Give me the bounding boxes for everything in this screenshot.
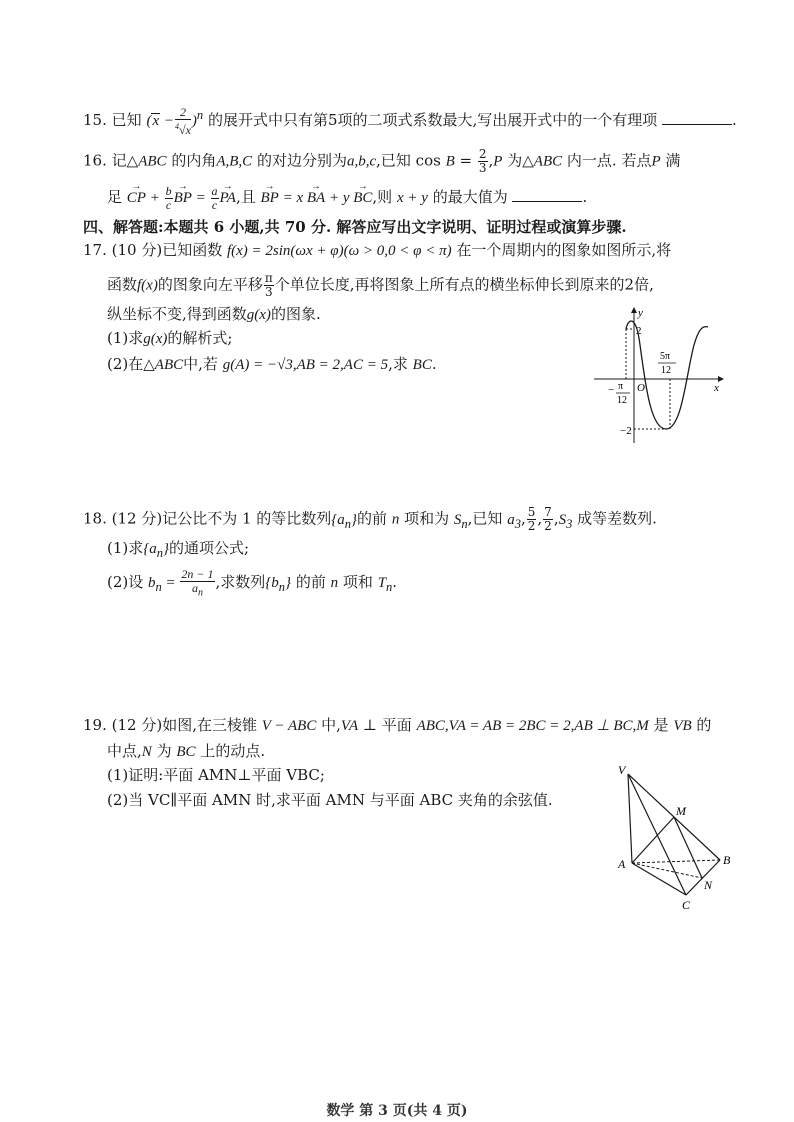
question-19-part-2: (2)当 VC∥平面 AMN 时,求平面 AMN 与平面 ABC 夹角的余弦值.: [107, 791, 553, 809]
q19-text: (12 分)如图,在三棱锥: [111, 716, 257, 734]
question-18-part-2: (2)设 $b_n$ = $\frac{2n - 1}{a_n}$ ,求数列$\{b_n\}$ 的前 n 项和 $T_n$.: [107, 567, 398, 599]
q18-text: 的前: [357, 509, 388, 528]
question-16-line-2: 足 → CP + $\frac{b}{c}$ → BP = $\frac{a}{c}$ → PA,且 → BP = x → BA + y → BC,则 x + y 的最大值为 .: [107, 185, 587, 212]
edge-AN: [632, 863, 702, 878]
q16-text: ,已知 cos: [376, 151, 441, 170]
q17-text: 的图象.: [270, 305, 321, 323]
q19-text: 中点,: [107, 742, 142, 760]
question-number: 18.: [83, 509, 107, 528]
vertex-C: C: [682, 898, 691, 912]
section-header: 四、解答题:本题共 6 小题,共 70 分. 解答应写出文字说明、证明过程或演算步骤.: [83, 218, 627, 236]
q17-text: 函数: [107, 275, 138, 294]
q18-text: (2)设: [107, 573, 144, 592]
q18-text: 成等差数列.: [577, 509, 657, 528]
q17-text: 的图象向左平移: [157, 275, 263, 294]
q17-text: 在一个周期内的图象如图所示,将: [456, 241, 672, 259]
q17-text: 的解析式;: [167, 329, 233, 347]
q17-text: (1)求: [107, 329, 144, 347]
tetrahedron-figure: [610, 760, 745, 915]
edge-MN: [674, 817, 702, 878]
q16-text: 为△: [507, 151, 534, 170]
q16-text: 内一点. 若点: [566, 151, 652, 170]
edge-AB: [632, 860, 720, 863]
y-min-label: −2: [620, 425, 632, 437]
question-number: 15.: [83, 111, 107, 129]
vertex-A: A: [618, 857, 626, 871]
q15-end: .: [732, 111, 737, 129]
q16-text: ,且: [235, 187, 256, 206]
question-17-line-2: 函数f(x)的图象向左平移 $\frac{\pi}{3}$ 个单位长度,再将图象上所有点的横坐标伸长到原来的2倍,: [107, 271, 654, 299]
q19-text: 是: [653, 716, 669, 734]
question-19-line-1: 19. (12 分)如图,在三棱锥 V − ABC 中,VA ⊥ 平面 ABC,VA = AB = 2BC = 2,AB ⊥ BC,M 是 VB 的: [83, 716, 712, 734]
question-16-line-1: 16. 记△ABC 的内角A,B,C 的对边分别为a,b,c,已知 cos B = $\frac{2}{3}$ ,P 为△ABC 内一点. 若点P 满: [83, 147, 681, 175]
x-tick-left-num: π: [618, 381, 624, 392]
q16-text: ,: [488, 151, 494, 170]
q17-text: 中,若: [183, 355, 218, 373]
question-number: 19.: [83, 716, 107, 734]
q19-text: 的: [696, 716, 712, 734]
q17-text: (10 分)已知函数: [111, 241, 223, 259]
q16-text: 的内角: [171, 151, 217, 170]
question-17-line-3: 纵坐标不变,得到函数g(x)的图象.: [107, 305, 321, 323]
q17-text: 求: [392, 355, 408, 373]
x-tick-left-neg: −: [608, 384, 615, 396]
q16-text: 足: [107, 187, 123, 206]
y-max-label: 2: [636, 325, 642, 337]
x-tick-right-den: 12: [661, 365, 671, 376]
x-axis-arrow: [718, 376, 724, 382]
answer-blank: [662, 110, 732, 125]
question-15: [83, 105, 737, 137]
q16-end: .: [582, 187, 588, 206]
q18-text: (1)求: [107, 539, 144, 557]
page-footer: 数学 第 3 页(共 4 页): [326, 1103, 468, 1119]
q18-text: 的通项公式;: [169, 539, 250, 557]
q16-text: 满: [665, 151, 681, 170]
function-graph: [590, 305, 730, 450]
vertex-V: V: [618, 763, 626, 777]
question-17-line-1: 17. (10 分)已知函数 f(x) = 2sin(ωx + φ)(ω > 0,0 < φ < π) 在一个周期内的图象如图所示,将: [83, 241, 672, 259]
q18-text: (12 分)记公比不为 1 的等比数列: [111, 509, 332, 528]
question-number: 16.: [83, 151, 107, 170]
q16-text: ,则: [372, 187, 393, 206]
q16-text: 记△: [111, 151, 139, 170]
edge-BC: [686, 860, 720, 895]
q18-text: ,已知: [467, 509, 503, 528]
q18-text: 项和为: [404, 509, 450, 528]
q18-text: 项和: [342, 573, 373, 592]
edge-VC: [628, 774, 686, 895]
q17-text: 个单位长度,再将图象上所有点的横坐标伸长到原来的2倍,: [274, 275, 654, 294]
q16-text: 的对边分别为: [256, 151, 347, 170]
x-tick-right-num: 5π: [660, 351, 671, 362]
x-tick-left-den: 12: [617, 395, 627, 406]
y-axis-label: y: [638, 307, 643, 319]
question-number: 17.: [83, 241, 107, 259]
q16-text: 的最大值为: [432, 187, 508, 206]
question-19-part-1: (1)证明:平面 AMN⊥平面 VBC;: [107, 766, 325, 784]
x-axis-label: x: [714, 382, 719, 394]
question-18-part-1: (1)求$\{a_n\}$的通项公式;: [107, 539, 250, 560]
q17-text: (2)在△: [107, 355, 155, 373]
q15-text-a: 已知: [111, 111, 142, 129]
question-18-line-1: 18. (12 分)记公比不为 1 的等比数列$\{a_n\}$的前 n 项和为 $S_n$,已知 $a_3$, $\frac{5}{2}$ , $\frac{7}{2}$ $,S_3$ 成等差数列.: [83, 505, 657, 533]
origin-label: O: [637, 382, 645, 394]
edge-VA: [628, 774, 632, 863]
q15-binomial: (x − $\frac{2}{^4√x}$ )$^n$: [146, 105, 204, 138]
question-17-part-1: (1)求g(x)的解析式;: [107, 329, 233, 347]
q18-text: ,求数列: [215, 573, 266, 592]
vertex-M: M: [676, 804, 686, 818]
q19-text: 为: [156, 742, 172, 760]
q18-text: 的前: [295, 573, 326, 592]
q19-text: 平面: [381, 716, 412, 734]
question-17-part-2: (2)在△ABC中,若 g(A) = −√3,AB = 2,AC = 5,求 BC.: [107, 355, 437, 373]
answer-blank: [512, 187, 582, 202]
q15-text-b: 的展开式中只有第5项的二项式系数最大,写出展开式中的一个有理项: [207, 111, 658, 129]
y-axis-arrow: [631, 307, 637, 313]
vertex-N: N: [704, 878, 713, 892]
q17-text: 纵坐标不变,得到函数: [107, 305, 247, 323]
question-19-line-2: 中点,N 为 BC 上的动点.: [107, 742, 266, 760]
vertex-B: B: [723, 853, 731, 867]
q19-text: 中,: [321, 716, 341, 734]
q19-text: 上的动点.: [200, 742, 266, 760]
